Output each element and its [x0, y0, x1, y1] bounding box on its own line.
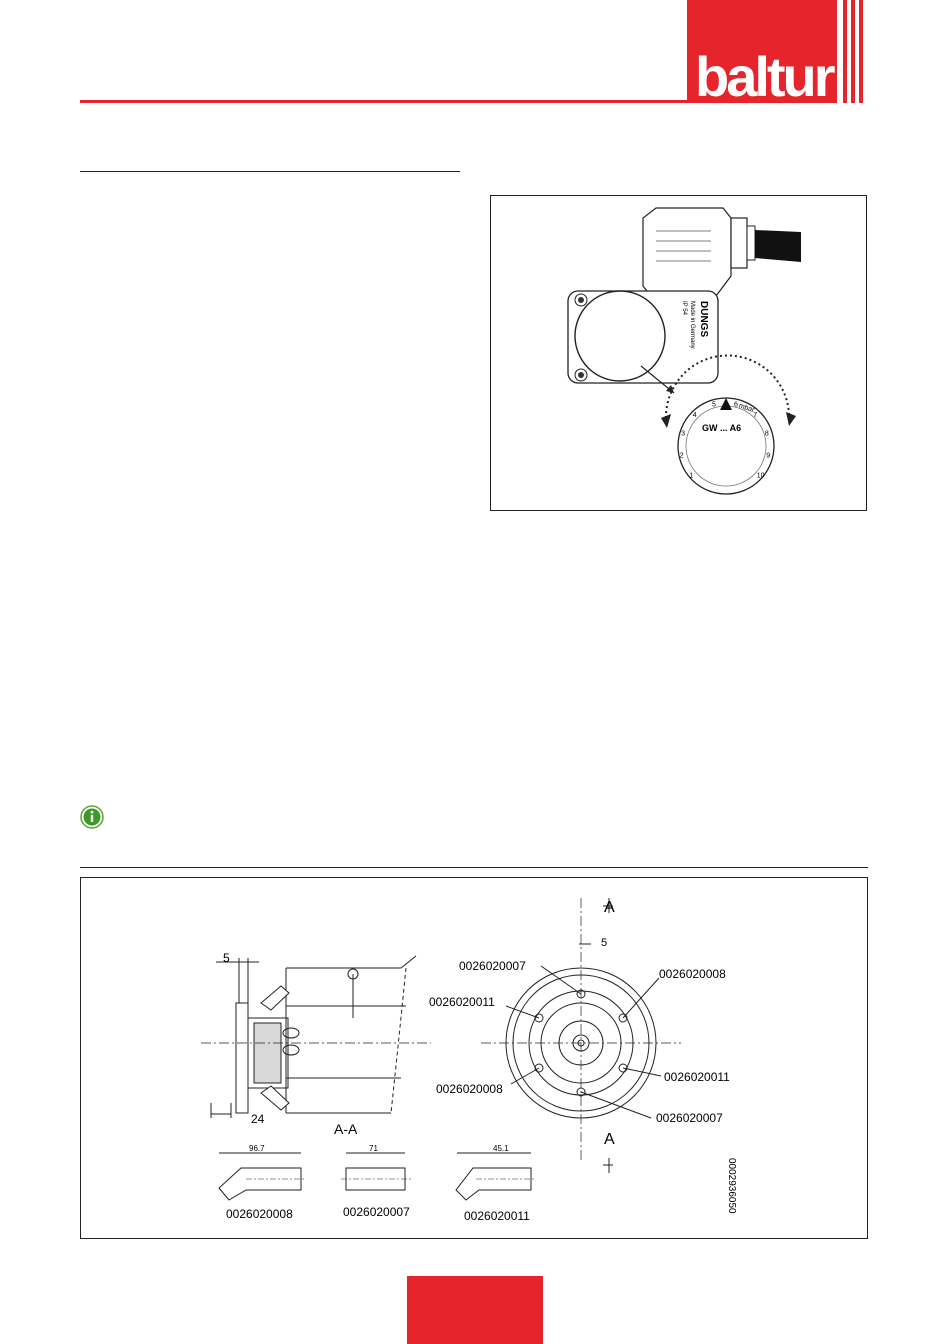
dimension-24: 24	[251, 1112, 265, 1126]
dial-number: 5	[712, 401, 716, 409]
part-label-left: 0026020011	[429, 995, 495, 1009]
detail-part-3	[456, 1153, 536, 1200]
dial-unit: mbar	[737, 402, 756, 415]
detail-length-3: 45.1	[493, 1144, 509, 1153]
detail-length-2: 71	[369, 1144, 378, 1153]
detail-length-1: 96.7	[249, 1144, 265, 1153]
dial-number: 4	[692, 412, 697, 419]
section-divider	[80, 867, 868, 868]
dial-number: 8	[764, 430, 769, 438]
logo-stripe	[843, 0, 847, 103]
part-label-top: 0026020007	[459, 959, 526, 973]
part-label-bottom-right: 0026020007	[656, 1111, 723, 1125]
switch-body	[568, 291, 718, 383]
front-view	[481, 898, 681, 1173]
dial-number: 10	[756, 472, 765, 480]
section-mark-top: A	[604, 899, 615, 916]
detail-code-3: 0026020011	[464, 1209, 530, 1223]
setpoint-dial	[661, 356, 796, 494]
part-label-top-right: 0026020008	[659, 967, 726, 981]
dial-number: 7	[753, 412, 758, 419]
logo-stripe	[851, 0, 855, 103]
maker-label: DUNGS	[698, 301, 709, 338]
detail-code-2: 0026020007	[343, 1205, 410, 1219]
cable-connector	[643, 208, 801, 296]
part-label-right: 0026020011	[664, 1070, 730, 1084]
dimension-5-left: 5	[223, 951, 230, 965]
dial-number: 6	[734, 401, 738, 409]
combustion-head-drawing	[80, 877, 868, 1239]
section-view	[201, 956, 431, 1118]
pressure-switch-figure	[490, 195, 867, 511]
dial-number: 9	[766, 452, 771, 460]
detail-part-1	[219, 1153, 306, 1200]
dial-model: GW ... A6	[702, 423, 742, 433]
dimension-5-right: 5	[601, 937, 608, 949]
maker-subline: Made in Germany	[689, 301, 695, 349]
ip-rating: IP 54	[681, 301, 687, 315]
header-rule	[80, 100, 688, 103]
brand-logo-text: baltur	[695, 45, 833, 108]
logo-stripe	[859, 0, 863, 103]
info-icon	[80, 805, 104, 829]
detail-code-1: 0026020008	[226, 1207, 293, 1221]
page-footer-tab	[407, 1276, 543, 1344]
section-mark-bottom: A	[604, 1131, 615, 1148]
drawing-number: 0002936050	[726, 1158, 737, 1214]
dial-number: 3	[681, 430, 686, 438]
dial-number: 2	[679, 452, 684, 460]
section-title-rule	[80, 171, 460, 172]
dial-number: 1	[689, 472, 694, 480]
detail-part-2	[341, 1153, 411, 1190]
part-label-bottom-left: 0026020008	[436, 1082, 503, 1096]
section-label: A-A	[334, 1121, 358, 1137]
